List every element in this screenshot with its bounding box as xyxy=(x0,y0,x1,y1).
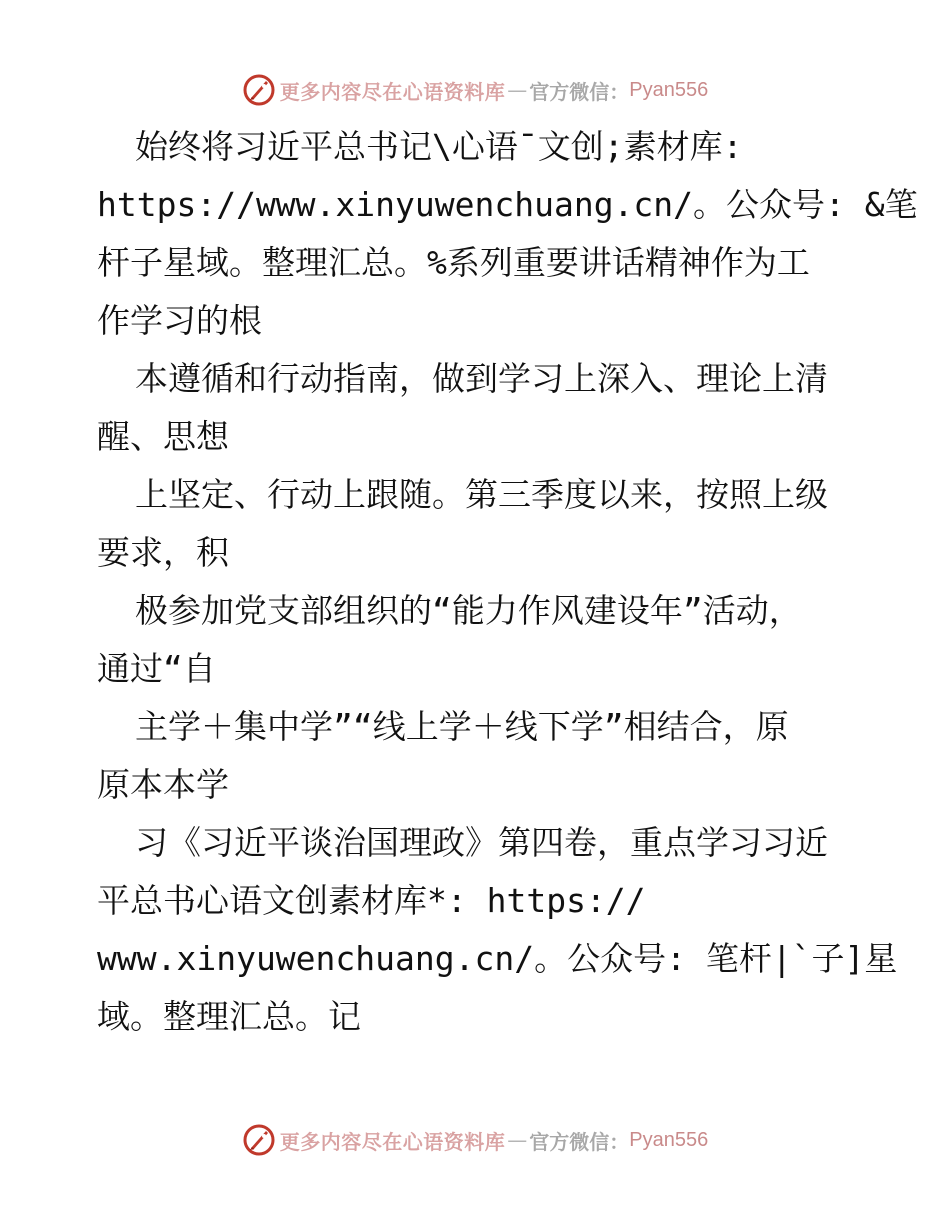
watermark-dash: — xyxy=(507,1128,528,1152)
text-line: 醒、思想 xyxy=(97,417,229,456)
text-line: 域。整理汇总。记 xyxy=(97,997,361,1036)
text-line: 习《习近平谈治国理政》第四卷，重点学习习近 xyxy=(135,823,828,862)
text-line: 始终将习近平总书记\心语¯文创;素材库: xyxy=(135,127,743,166)
text-line: 通过“自 xyxy=(97,649,216,688)
watermark-brand: 更多内容尽在心语资料库 xyxy=(279,79,506,104)
text-line: 上坚定、行动上跟随。第三季度以来，按照上级 xyxy=(135,475,828,514)
watermark-wechat-id: Pyan556 xyxy=(629,1128,709,1151)
text-line: https://www.xinyuwenchuang.cn/。公众号: &笔 xyxy=(97,185,918,224)
watermark-wechat-label: 官方微信： xyxy=(529,1129,630,1154)
text-line: 要求，积 xyxy=(97,533,229,572)
watermark-wechat-label: 官方微信： xyxy=(529,79,630,104)
watermark-dash: — xyxy=(507,78,528,102)
feather-pen-logo-icon xyxy=(242,1123,276,1157)
watermark-wechat-id: Pyan556 xyxy=(629,78,709,101)
header-watermark xyxy=(0,70,950,110)
text-line: 主学＋集中学”“线上学＋线下学”相结合，原 xyxy=(135,707,789,746)
feather-pen-logo-icon xyxy=(242,73,276,107)
text-line: 本遵循和行动指南，做到学习上深入、理论上清 xyxy=(135,359,828,398)
text-line: 原本本学 xyxy=(97,765,229,804)
document-body xyxy=(97,118,918,1046)
text-line: 极参加党支部组织的“能力作风建设年”活动， xyxy=(135,591,802,630)
footer-watermark xyxy=(0,1120,950,1160)
text-line: 平总书心语文创素材库*: https:// xyxy=(97,881,646,920)
text-line: 杆子星域。整理汇总。%系列重要讲话精神作为工 xyxy=(97,243,810,282)
text-line: 作学习的根 xyxy=(97,301,262,340)
watermark-brand: 更多内容尽在心语资料库 xyxy=(279,1129,506,1154)
text-line: www.xinyuwenchuang.cn/。公众号: 笔杆|`子]星 xyxy=(97,939,898,978)
